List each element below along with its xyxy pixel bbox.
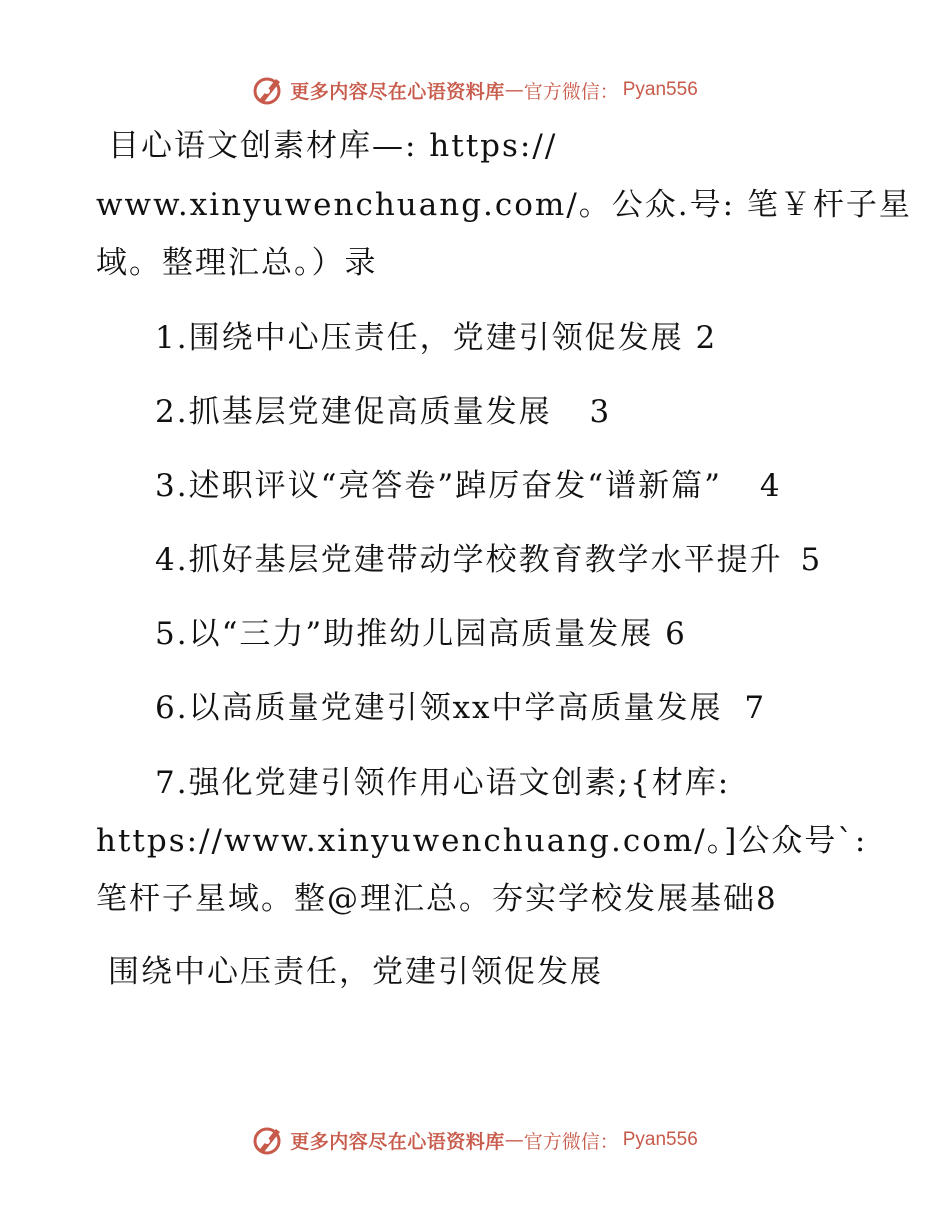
toc-item	[155, 392, 609, 432]
toc-item-title: 5.以“三力”助推幼儿园高质量发展	[155, 616, 654, 652]
toc-item-page: 8	[756, 881, 776, 917]
toc-item-title: 1.围绕中心压责任，党建引领促发展	[155, 320, 684, 356]
banner-contact-label: 官方微信：	[523, 80, 619, 103]
toc-item-title: 2.抓基层党建促高质量发展	[155, 394, 552, 430]
toc-item-title: 6.以高质量党建引领xx中学高质量发展	[155, 690, 723, 726]
toc-item-title: 3.述职评议“亮答卷”踔厉奋发“谱新篇”	[155, 468, 722, 504]
toc-item	[155, 466, 780, 506]
toc-item	[155, 688, 764, 728]
footer-banner	[0, 1120, 950, 1160]
header-banner	[0, 70, 950, 110]
banner-separator: —	[504, 79, 524, 101]
toc-item-7-line-3	[96, 879, 776, 919]
toc-item-7-line-2: https://www.xinyuwenchuang.com/。]公众号`:	[96, 823, 868, 859]
section-heading: 围绕中心压责任，党建引领促发展	[108, 954, 603, 990]
banner-contact-id: Pyan556	[622, 1129, 698, 1150]
banner-text: 更多内容尽在心语资料库	[290, 1130, 505, 1153]
pen-logo-icon	[252, 73, 286, 107]
toc-item-page: 6	[665, 616, 685, 652]
toc-item-title: 笔杆子星域。整@理汇总。夯实学校发展基础	[96, 881, 756, 917]
toc-item	[155, 318, 715, 358]
banner-contact-id: Pyan556	[622, 79, 698, 100]
toc-item	[155, 540, 820, 580]
pen-logo-icon	[252, 1123, 286, 1157]
intro-line-1: 目心语文创素材库—: https://	[108, 128, 558, 164]
toc-item-page: 7	[744, 690, 765, 726]
banner-separator: —	[504, 1129, 524, 1151]
toc-item-page: 3	[589, 394, 610, 430]
banner-contact-label: 官方微信：	[523, 1130, 619, 1153]
intro-line-3: 域。整理汇总。）录	[96, 245, 378, 281]
toc-item-title: 4.抓好基层党建带动学校教育教学水平提升	[155, 542, 783, 578]
toc-item-page: 4	[759, 468, 780, 504]
banner-text: 更多内容尽在心语资料库	[290, 80, 505, 103]
intro-line-2: www.xinyuwenchuang.com/。公众.号: 笔￥杆子星	[96, 187, 912, 223]
toc-item-page: 5	[800, 542, 821, 578]
toc-item	[155, 614, 685, 654]
toc-item-7-line-1: 7.强化党建引领作用心语文创素;{材库:	[155, 765, 731, 801]
toc-item-page: 2	[695, 320, 716, 356]
